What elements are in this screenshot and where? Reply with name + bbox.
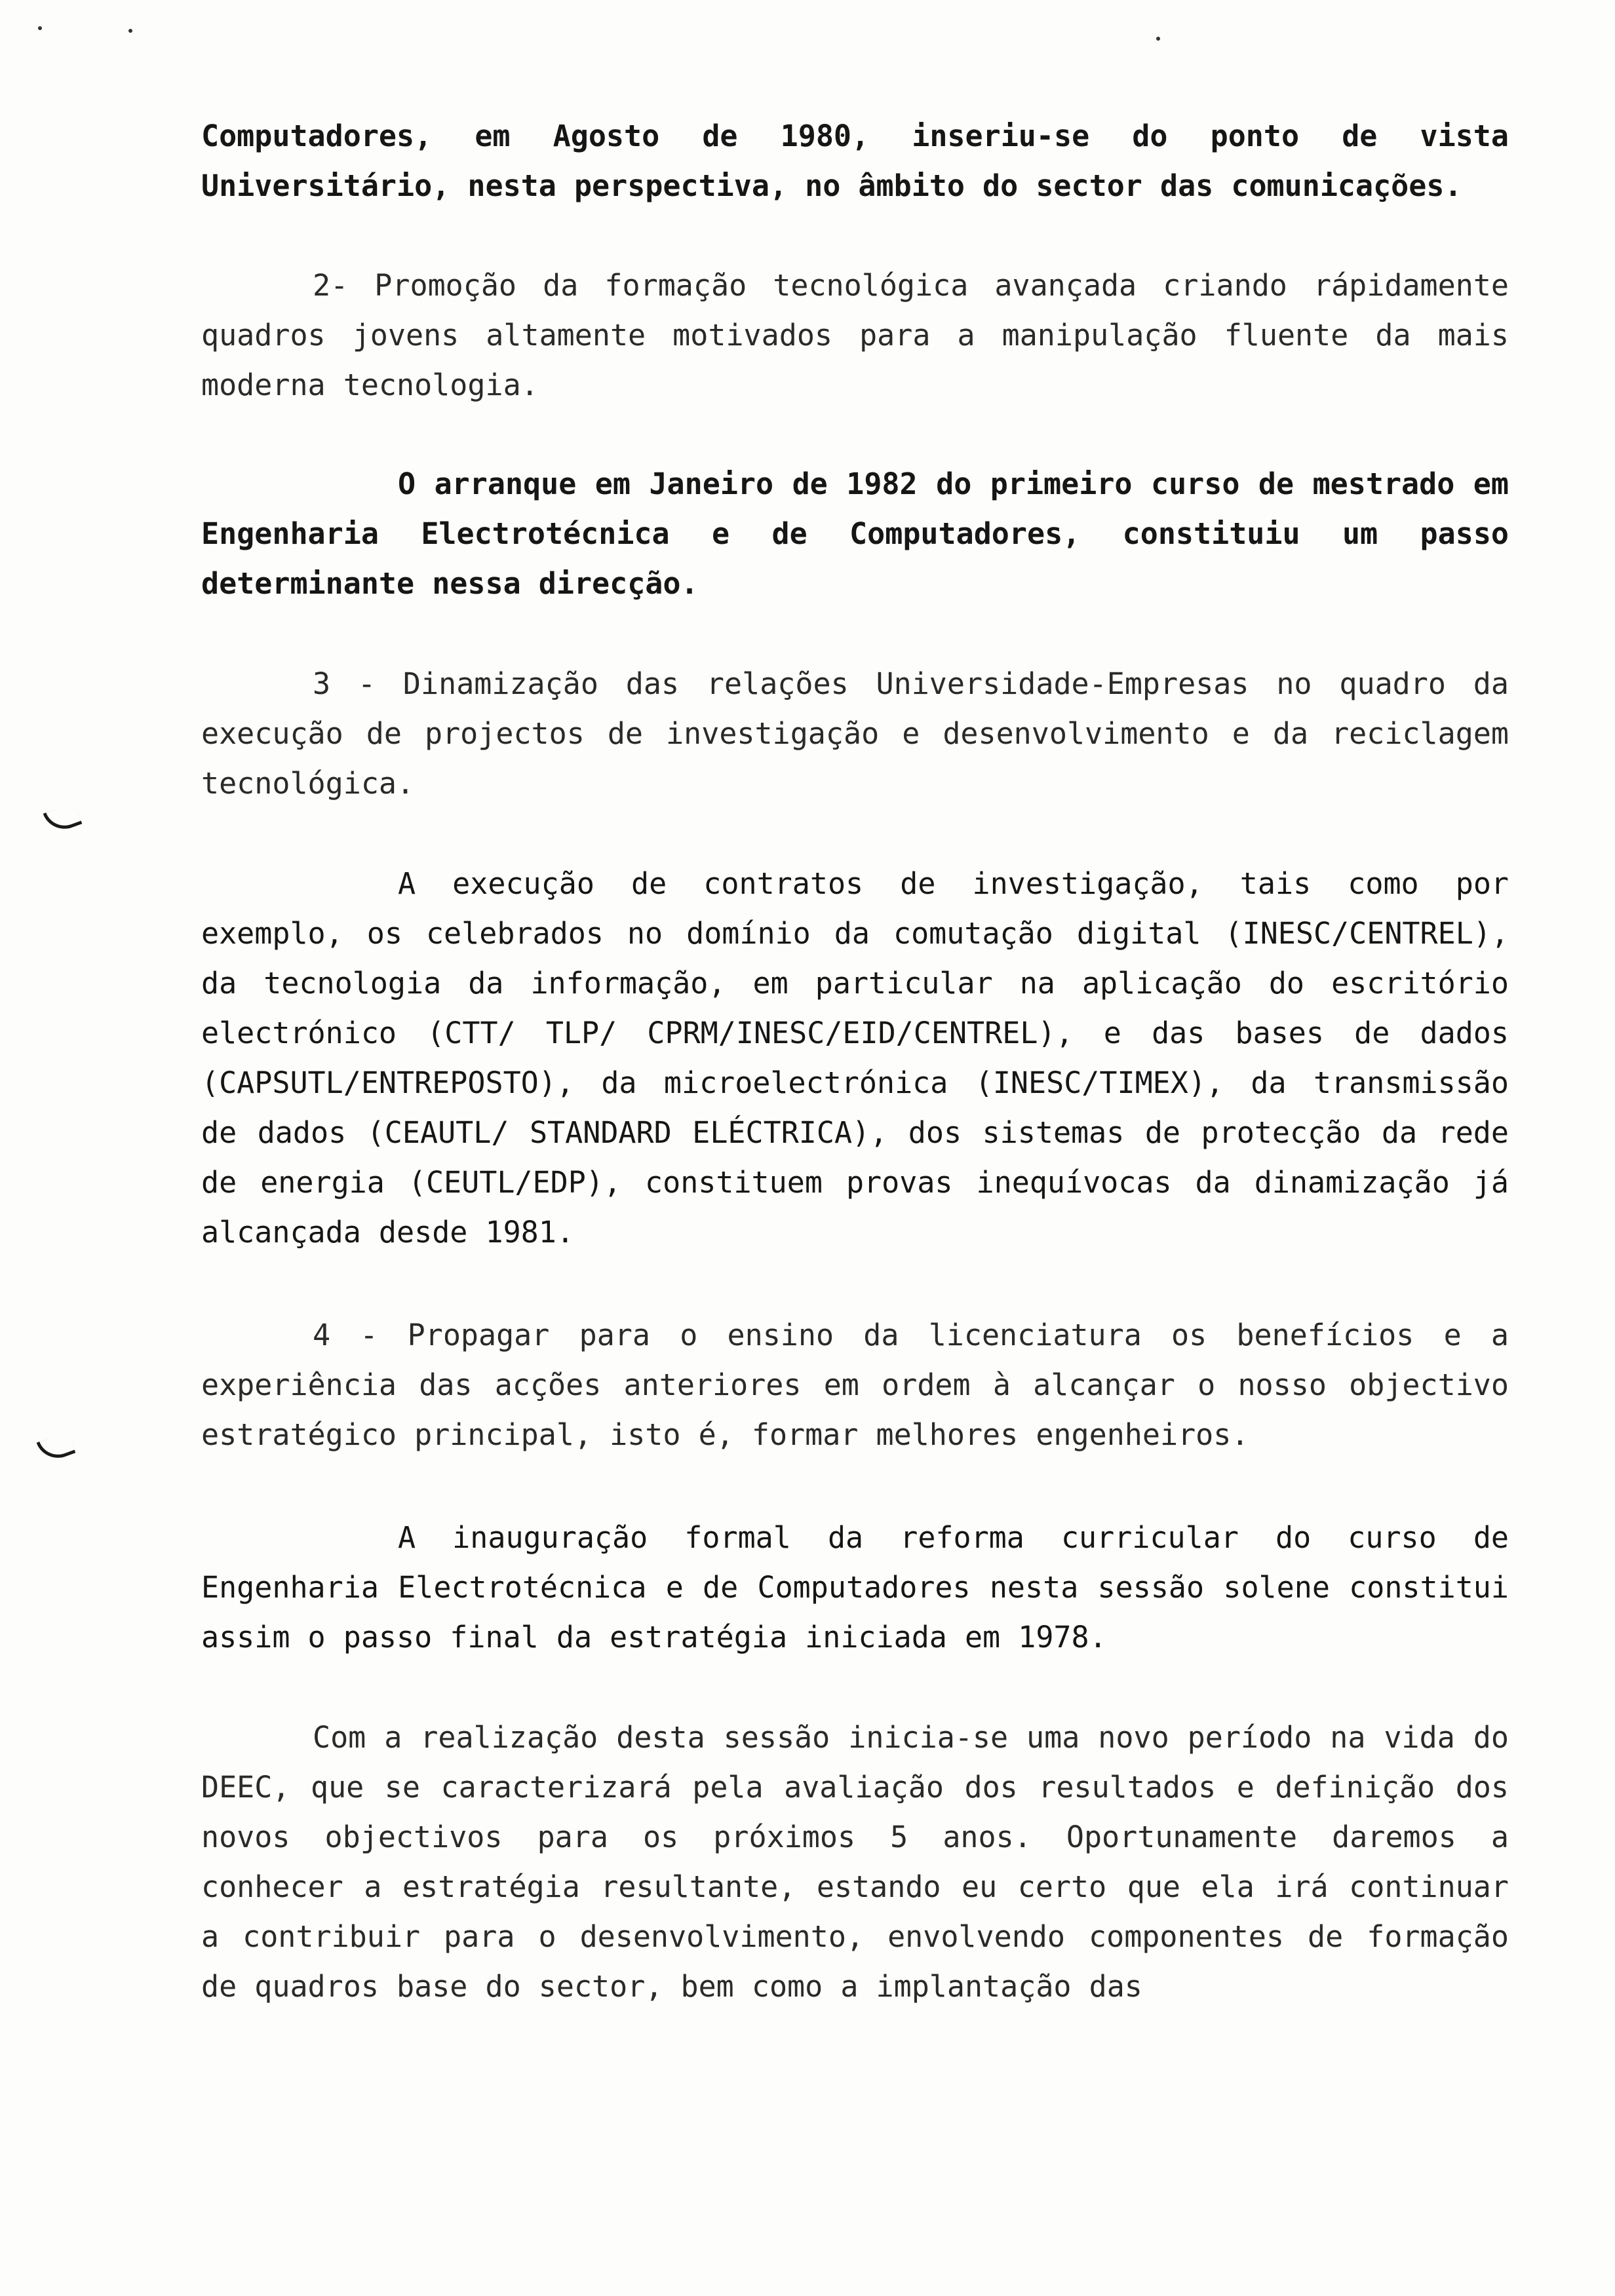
paragraph-4: 3 - Dinamização das relações Universidade-Empresas no quadro da execução de projectos de investigação e desenvolvimento e da reciclagem tecnológica. [201, 666, 1509, 801]
paragraph-1: Computadores, em Agosto de 1980, inseriu-se do ponto de vista Universitário, nesta perspectiva, no âmbito do sector das comunicações. [201, 119, 1509, 203]
paragraph-5: A execução de contratos de investigação, tais como por exemplo, os celebrados no domínio da comutação digital (INESC/CENTREL), da tecnologia da informação, em particular na aplicação do escritório electrónico (CTT/ TLP/ CPRM/INESC/EID/CENTREL), e das bases de dados (CAPSUTL/ENTREPOSTO), da microelectrónica (INESC/TIMEX), da transmissão de dados (CEAUTL/ STANDARD ELÉCTRICA), dos sistemas de protecção da rede de energia (CEUTL/EDP), constituem provas inequívocas da dinamização já alcançada desde 1981. [201, 866, 1509, 1250]
paragraph-7: A inauguração formal da reforma curricular do curso de Engenharia Electrotécnica e de Computadores nesta sessão solene constitui assim o passo final da estratégia iniciada em 1978. [201, 1520, 1509, 1655]
punch-hole-mark-upper [43, 802, 83, 835]
paragraph-3: O arranque em Janeiro de 1982 do primeiro curso de mestrado em Engenharia Electrotécnica e de Computadores, constituiu um passo determinante nessa direcção. [201, 467, 1509, 601]
punch-hole-mark-lower [37, 1431, 76, 1464]
paragraph-2: 2- Promoção da formação tecnológica avançada criando rápidamente quadros jovens altamente motivados para a manipulação fluente da mais moderna tecnologia. [201, 268, 1509, 402]
paragraph-6: 4 - Propagar para o ensino da licenciatura os benefícios e a experiência das acções anteriores em ordem à alcançar o nosso objectivo estratégico principal, isto é, formar melhores engenheiros. [201, 1318, 1509, 1452]
scan-speck [1156, 37, 1160, 41]
scan-speck [128, 29, 132, 33]
paragraph-8: Com a realização desta sessão inicia-se uma novo período na vida do DEEC, que se caracterizará pela avaliação dos resultados e definição dos novos objectivos para os próximos 5 anos. Oportunamente daremos a conhecer a estratégia resultante, estando eu certo que ela irá continuar a contribuir para o desenvolvimento, envolvendo componentes de formação de quadros base do sector, bem como a implantação das [201, 1720, 1509, 2004]
scan-speck [38, 26, 42, 30]
